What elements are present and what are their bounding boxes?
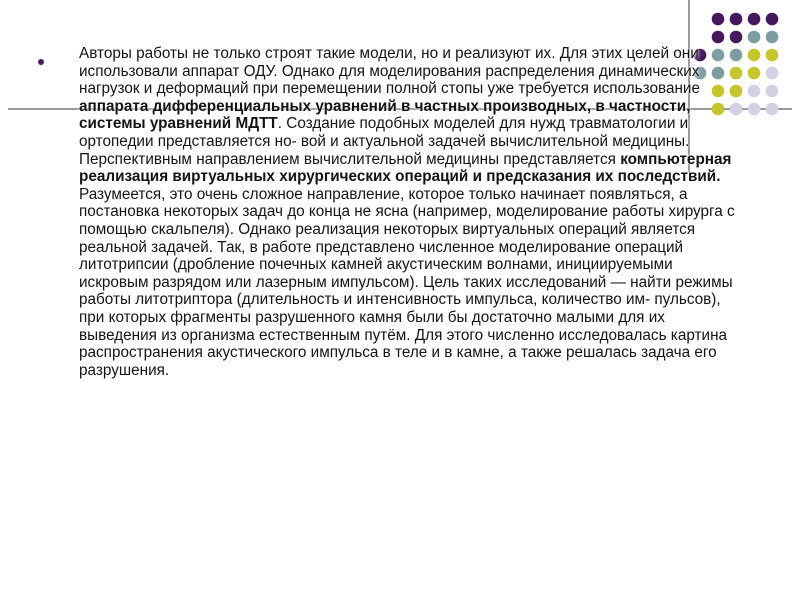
text-run-3: . Создание подобных моделей для нужд травматологии и ортопедии представляется но- вой и актуальной задачей вычислительной медицины. Перспективным направлением вычислительной медицины представляется [79, 115, 690, 168]
dot-lavender [766, 67, 779, 80]
dot-olive [748, 49, 761, 62]
dot-purple [766, 13, 779, 26]
dot-olive [748, 67, 761, 80]
dot-teal [748, 31, 761, 44]
dot-teal [766, 31, 779, 44]
dot-purple [730, 13, 743, 26]
dot-purple [730, 31, 743, 44]
text-run-4-bold: компьютерная реализация виртуальных хирургических операций и предсказания их последствий. [79, 150, 732, 186]
dot-purple [748, 13, 761, 26]
text-run-1: Авторы работы не только строят такие модели, но и реализуют их. Для этих целей они использовали аппарат ОДУ. Однако для моделирования распределения динамических нагрузок и деформаций при перемещении полной стопы уже требуется использование [79, 45, 700, 98]
dot-lavender [766, 103, 779, 116]
body-paragraph [79, 45, 739, 379]
text-run-2-bold: аппарата дифференциальных уравнений в частных производных, в частности, системы уравнений МДТТ [79, 97, 691, 133]
text-run-5: Разумеется, это очень сложное направление, которое только начинает появляться, а постановка некоторых задач до конца не ясна (например, моделирование работы хирурга с помощью скальпеля). Однако реализация некоторых виртуальных операций является реальной задачей. Так, в работе представлено численное моделирование операций литотрипсии (дробление почечных камней акустическим волнами, инициируемыми искровым разрядом или лазерным импульсом). Цель таких исследований — найти режимы работы литотриптора (длительность и интенсивность импульса, количество им- пульсов), при которых фрагменты разрушенного камня были бы достаточно малыми для их выведения из организма естественным путём. Для этого численно исследовалась картина распространения акустического импульса в теле и в камне, а также решалась задача его разрушения. [79, 185, 735, 379]
dot-purple [712, 31, 725, 44]
dot-olive [766, 49, 779, 62]
dot-lavender [766, 85, 779, 98]
bullet-icon [38, 59, 44, 65]
dot-purple [712, 13, 725, 26]
dot-lavender [748, 85, 761, 98]
dot-lavender [748, 103, 761, 116]
